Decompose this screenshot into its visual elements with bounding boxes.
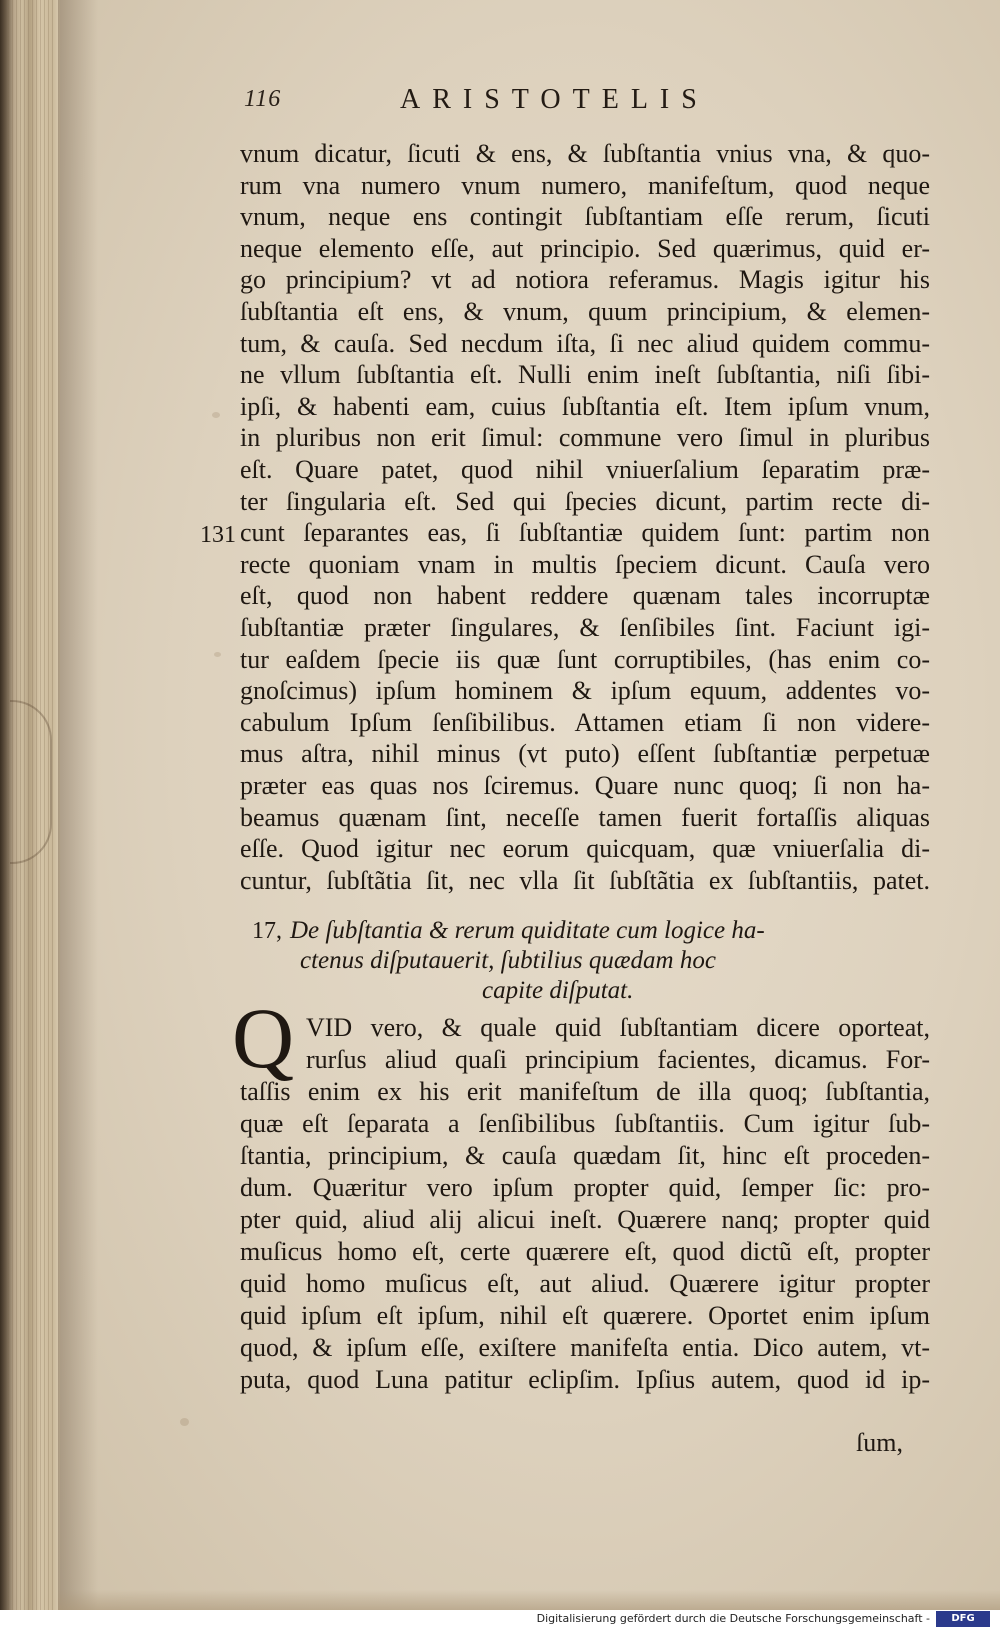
text-line: muſicus homo eſt, certe quærere eſt, quod dictũ eſt, propter <box>240 1237 930 1266</box>
text-line: pter quid, aliud alij alicui ineſt. Quærere nanq; propter quid <box>240 1205 930 1234</box>
text-line: ſubſtantiæ præter ſingulares, & ſenſibiles ſint. Faciunt igi- <box>240 613 930 642</box>
chapter-heading-line: De ſubſtantia & rerum quiditate cum logice ha- <box>290 917 765 944</box>
text-line: quid ipſum eſt ipſum, nihil eſt quærere. Oportet enim ipſum <box>240 1301 930 1330</box>
text-line: cuntur, ſubſtãtia ſit, nec vlla ſit ſubſtãtia ex ſubſtantiis, patet. <box>240 865 930 895</box>
text-line: go principium? vt ad notiora referamus. Magis igitur his <box>240 265 930 295</box>
text-line: taſſis enim ex his erit manifeſtum de illa quoq; ſubſtantia, <box>240 1077 930 1106</box>
chapter-number: 17, <box>252 918 282 944</box>
page-bottom-shading <box>58 1590 1000 1610</box>
text-line: eſſe. Quod igitur nec eorum quicquam, quæ vniuerſalia di- <box>240 834 930 864</box>
footer-credit: Digitalisierung gefördert durch die Deutsche Forschungsgemeinschaft - <box>536 1612 930 1625</box>
text-line: cabulum Ipſum ſenſibilibus. Attamen etiam ſi non videre- <box>240 707 930 737</box>
text-line: præter eas quas nos ſciremus. Quare nunc quoq; ſi non ha- <box>240 771 930 800</box>
chapter-heading-line: capite diſputat. <box>482 977 634 1004</box>
page-number: 116 <box>244 86 282 112</box>
text-line: eſt, quod non habent reddere quænam tales incorruptæ <box>240 581 930 611</box>
text-line: cunt ſeparantes eas, ſi ſubſtantiæ quidem ſunt: partim non <box>240 518 930 548</box>
text-line: ter ſingularia eſt. Sed qui ſpecies dicunt, partim recte di- <box>240 486 930 516</box>
text-line: mus aſtra, nihil minus (vt puto) eſſent ſubſtantiæ perpetuæ <box>240 739 930 769</box>
foxing-spot <box>214 652 221 657</box>
drop-cap: Q <box>232 990 295 1086</box>
dfg-logo: DFG <box>936 1611 990 1627</box>
text-line: quod, & ipſum eſſe, exiſtere manifeſta entia. Dico autem, vt- <box>240 1333 930 1362</box>
text-line: rurſus aliud quaſi principium facientes, dicamus. For- <box>306 1045 930 1074</box>
text-line: eſt. Quare patet, quod nihil vniuerſalium ſeparatim præ- <box>240 455 930 484</box>
text-line: vnum dicatur, ſicuti & ens, & ſubſtantia vnius vna, & quo- <box>240 139 930 168</box>
text-line: ſtantia, principium, & cauſa quædam ſit, hinc eſt proceden- <box>240 1141 930 1170</box>
foxing-spot <box>180 1418 189 1426</box>
text-line: ne vllum ſubſtantia eſt. Nulli enim ineſt ſubſtantia, niſi ſibi- <box>240 360 930 390</box>
text-line: in pluribus non erit ſimul: commune vero ſimul in pluribus <box>240 423 930 453</box>
text-line: quid homo muſicus eſt, aut aliud. Quærere igitur propter <box>240 1269 930 1298</box>
margin-number: 131 <box>200 522 236 548</box>
text-line: tum, & cauſa. Sed necdum iſta, ſi nec aliud quidem commu- <box>240 328 930 358</box>
text-line: neque elemento eſſe, aut principio. Sed quærimus, quid er- <box>240 233 930 263</box>
text-line: tur eaſdem ſpecie iis quæ ſunt corruptibiles, (has enim co- <box>240 644 930 674</box>
gutter-shadow <box>58 0 98 1610</box>
text-line: puta, quod Luna patitur eclipſim. Ipſius autem, quod id ip- <box>240 1365 930 1394</box>
text-line: vnum, neque ens contingit ſubſtantiam eſſe rerum, ſicuti <box>240 202 930 232</box>
foxing-spot <box>212 412 220 418</box>
text-line: dum. Quæritur vero ipſum propter quid, ſemper ſic: pro- <box>240 1173 930 1202</box>
running-head: ARISTOTELIS <box>400 84 709 115</box>
binding-clasp-mark <box>10 700 52 864</box>
text-line: ipſi, & habenti eam, cuius ſubſtantia eſt. Item ipſum vnum, <box>240 391 930 421</box>
text-line: ſubſtantia eſt ens, & vnum, quum principium, & elemen- <box>240 297 930 326</box>
text-line: recte quoniam vnam in multis ſpeciem dicunt. Cauſa vero <box>240 549 930 579</box>
text-line: beamus quænam ſint, neceſſe tamen fuerit fortaſſis aliquas <box>240 802 930 832</box>
text-line: quæ eſt ſeparata a ſenſibilibus ſubſtantiis. Cum igitur ſub- <box>240 1109 930 1138</box>
text-line: rum vna numero vnum numero, manifeſtum, quod neque <box>240 170 930 200</box>
text-line: gnoſcimus) ipſum hominem & ipſum equum, addentes vo- <box>240 676 930 706</box>
catchword: ſum, <box>856 1428 903 1457</box>
text-line: VID vero, & quale quid ſubſtantiam dicere oporteat, <box>306 1013 930 1042</box>
chapter-heading-line: ctenus diſputauerit, ſubtilius quædam hoc <box>300 947 716 974</box>
